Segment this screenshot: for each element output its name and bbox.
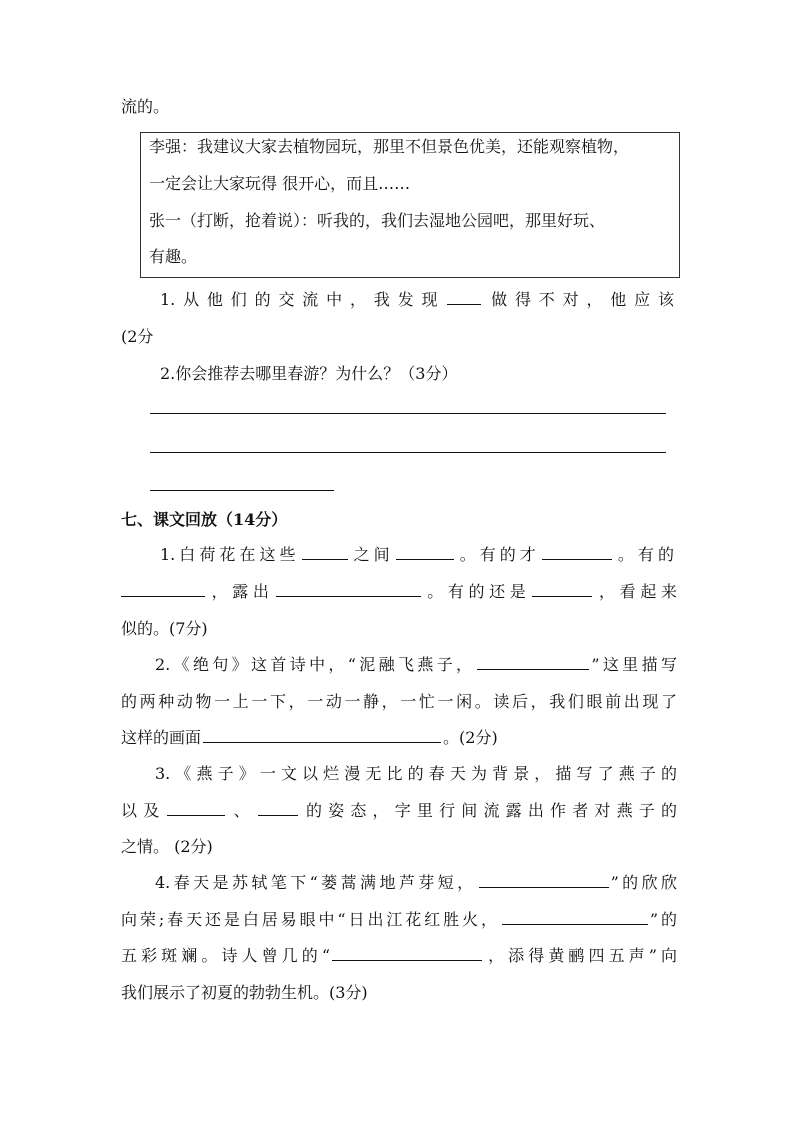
answer-blank[interactable] bbox=[258, 799, 298, 816]
question-7-4: 五彩斑斓。诗人曾几的“ ，添得黄鹂四五声”向 bbox=[121, 946, 677, 965]
answer-blank[interactable] bbox=[532, 580, 592, 597]
dialogue-box bbox=[140, 132, 680, 278]
question-7-4: 4.春天是苏轼笔下“蒌蒿满地芦芽短， ”的欣欣 bbox=[155, 873, 677, 892]
dialogue-line: 张一（打断，抢着说）：听我的，我们去湿地公园吧，那里好玩、 bbox=[149, 211, 606, 230]
answer-blank[interactable] bbox=[542, 543, 612, 560]
question-7-1: ，露出 。有的还是 ，看起来 bbox=[121, 580, 677, 604]
answer-line[interactable] bbox=[150, 413, 666, 414]
question-7-3: 3.《燕子》一文以烂漫无比的春天为背景，描写了燕子的 bbox=[155, 764, 677, 783]
question-7-1: 1.白荷花在这些 之间 。有的才 。有的 bbox=[160, 545, 674, 564]
question-7-3: 以及 、 的姿态，字里行间流露出作者对燕子的 bbox=[121, 801, 677, 820]
answer-line[interactable] bbox=[150, 452, 666, 453]
question-7-1: 似的。(7分) bbox=[121, 619, 208, 638]
answer-blank[interactable] bbox=[121, 580, 205, 597]
dialogue-line: 李强：我建议大家去植物园玩，那里不但景色优美，还能观察植物， bbox=[149, 137, 630, 156]
answer-blank[interactable] bbox=[396, 543, 454, 560]
answer-blank[interactable] bbox=[332, 944, 482, 961]
dialogue-line: 有趣。 bbox=[149, 247, 198, 266]
question-7-2: 的两种动物一上一下，一动一静，一忙一闲。读后，我们眼前出现了 bbox=[121, 692, 677, 711]
continued-text: 流的。 bbox=[121, 97, 170, 116]
question-7-4: 向荣;春天还是白居易眼中“日出江花红胜火， ”的 bbox=[121, 910, 677, 929]
question-7-3: 之情。 (2分) bbox=[121, 837, 213, 856]
question-6-1: 1.从他们的交流中，我发现 做得不对，他应该 bbox=[160, 290, 674, 309]
answer-blank[interactable] bbox=[477, 653, 589, 670]
question-7-2: 2.《绝句》这首诗中，“泥融飞燕子， ”这里描写 bbox=[155, 655, 677, 674]
answer-blank[interactable] bbox=[479, 871, 609, 888]
answer-blank[interactable] bbox=[302, 543, 348, 560]
question-7-4: 我们展示了初夏的勃勃生机。(3分) bbox=[121, 983, 368, 1002]
answer-blank[interactable] bbox=[276, 580, 421, 597]
answer-blank[interactable] bbox=[447, 288, 481, 305]
answer-blank[interactable] bbox=[167, 799, 225, 816]
question-7-2: 这样的画面 。(2分) bbox=[121, 728, 498, 747]
question-6-1-score: (2分 bbox=[121, 327, 154, 346]
section-7-heading: 七、课文回放（14分） bbox=[121, 510, 288, 529]
answer-line[interactable] bbox=[150, 490, 334, 491]
answer-blank[interactable] bbox=[502, 908, 648, 925]
dialogue-line: 一定会让大家玩得 很开心，而且…… bbox=[149, 174, 411, 193]
question-6-2: 2.你会推荐去哪里春游？为什么？（3分） bbox=[160, 364, 458, 383]
answer-blank[interactable] bbox=[203, 726, 441, 743]
